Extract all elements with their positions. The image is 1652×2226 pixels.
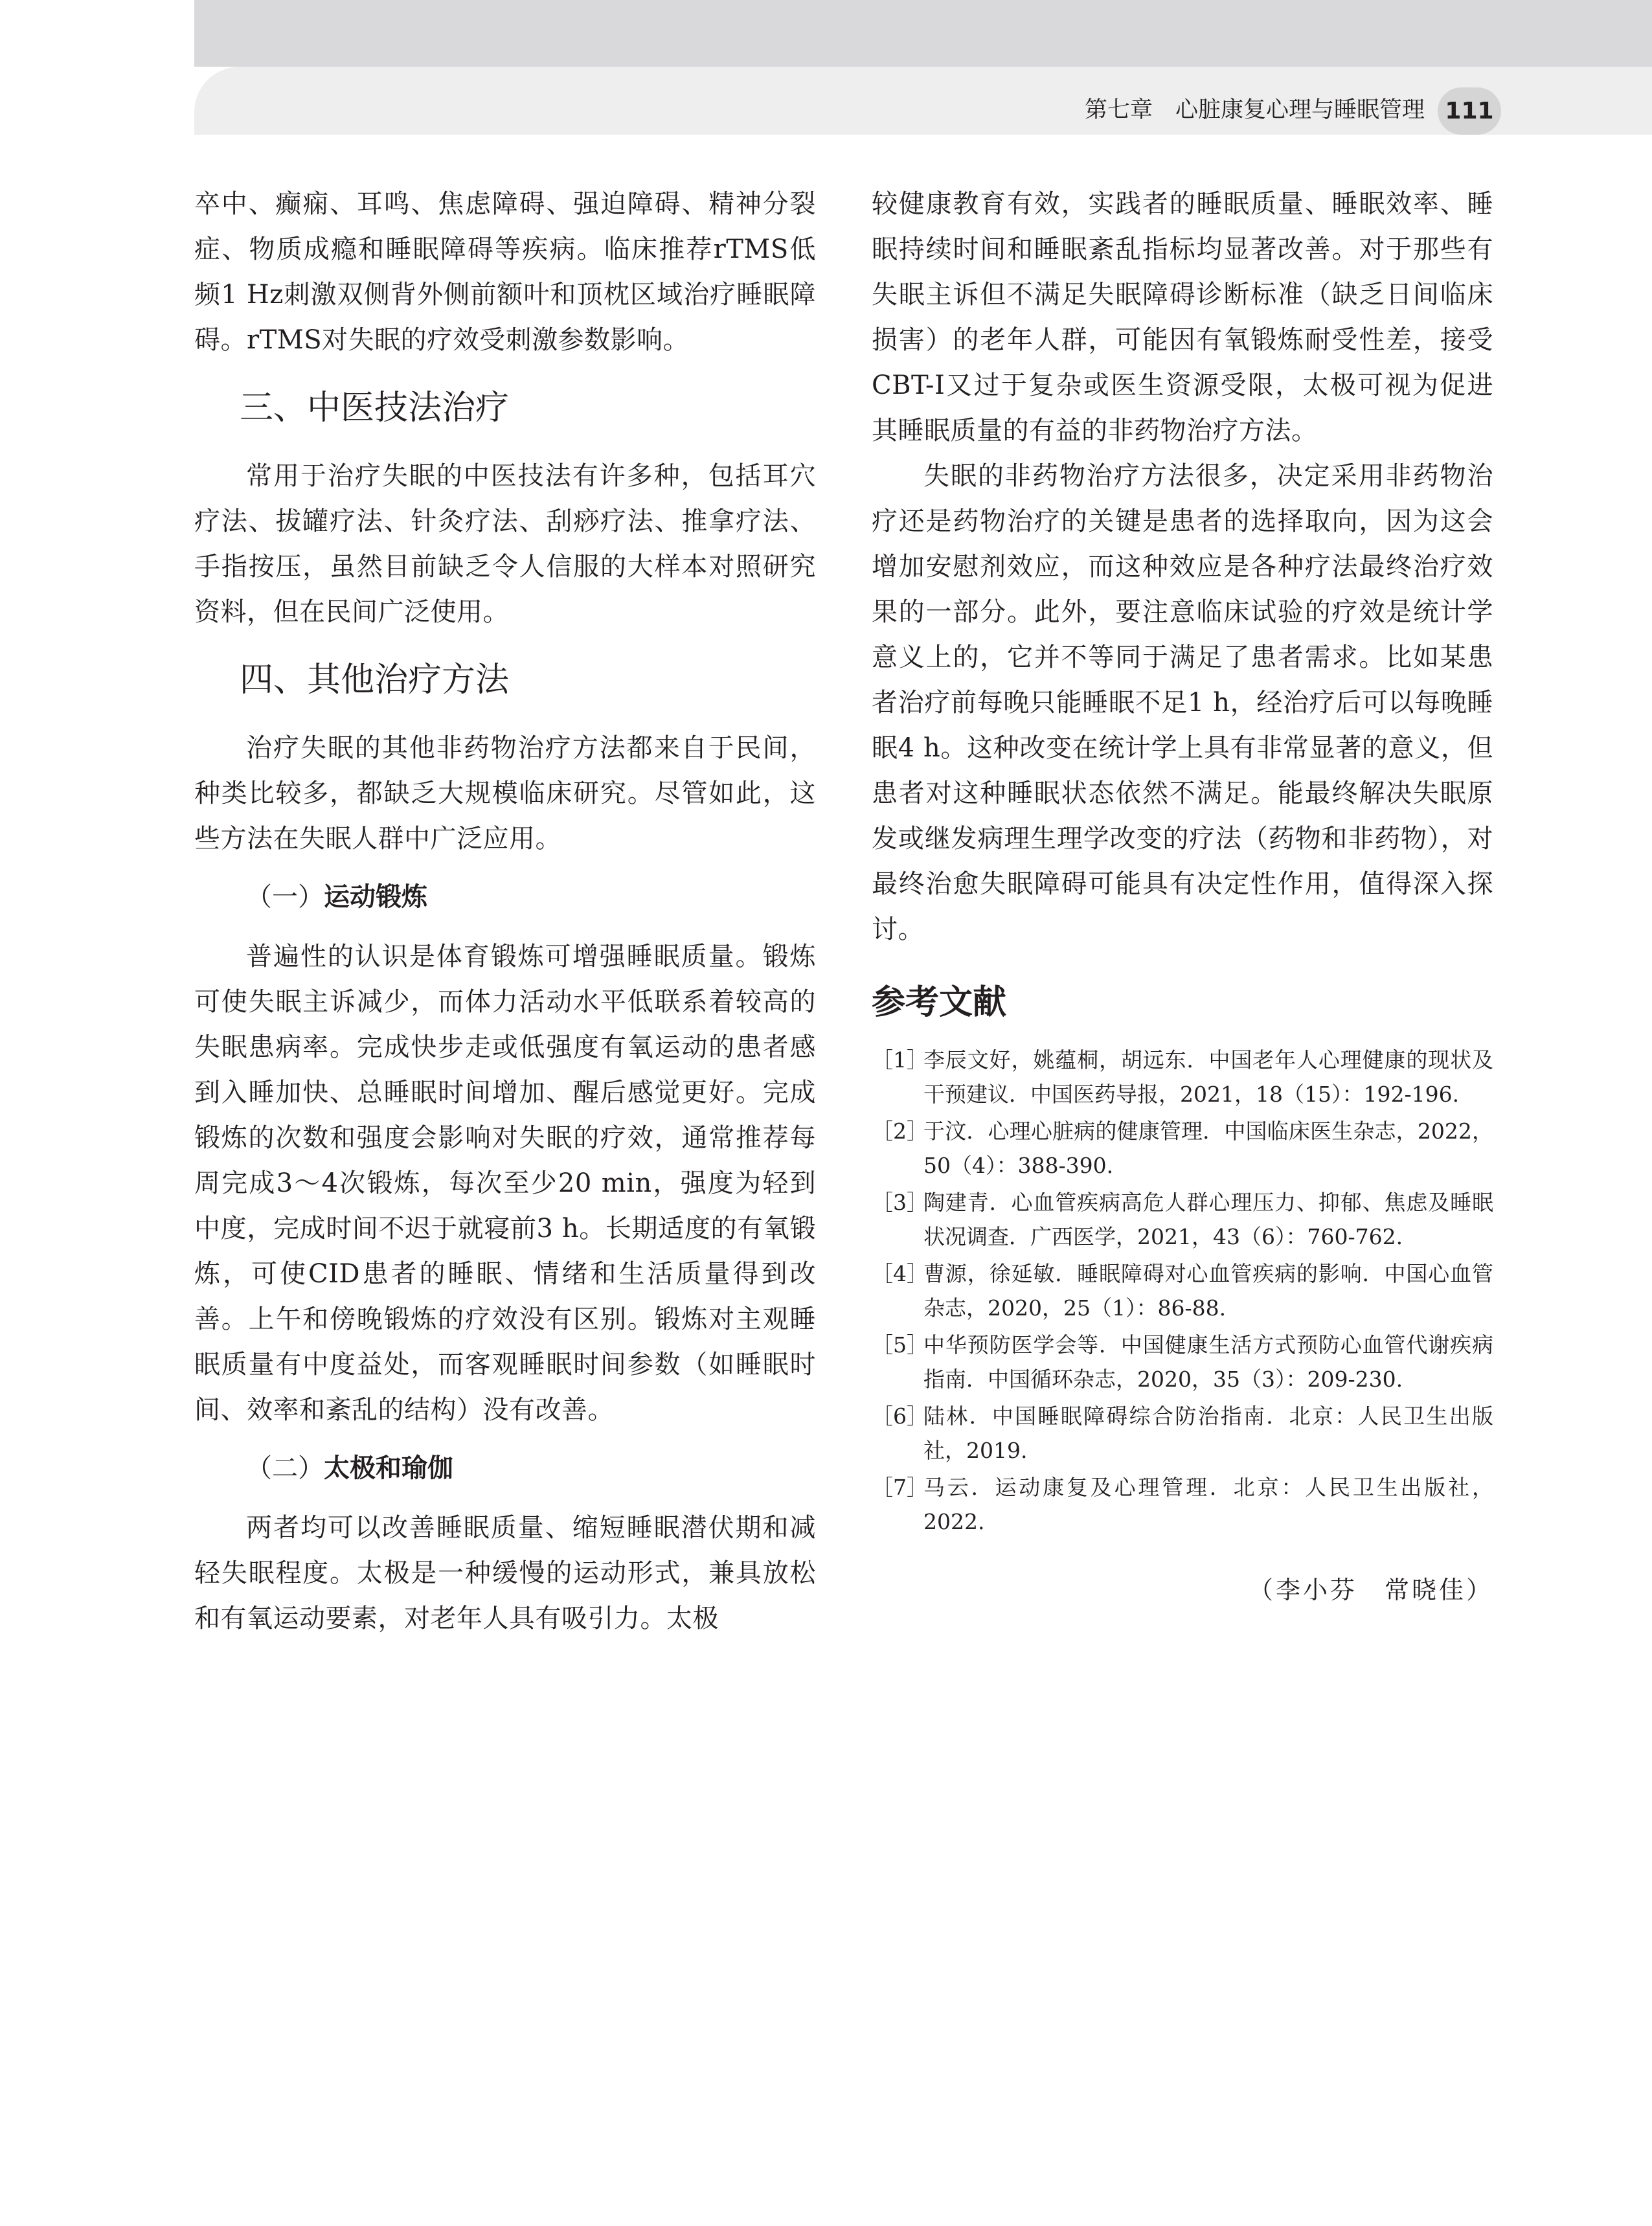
chapter-authors: （李小芬 常晓佳）	[1248, 1576, 1493, 1604]
reference-text: 马云．运动康复及心理管理．北京：人民卫生出版社，2022.	[923, 1475, 1493, 1534]
section-4-heading: 四、其他治疗方法	[240, 661, 510, 699]
subsection-2-paragraph: 两者均可以改善睡眠质量、缩短睡眠潜伏期和减轻失眠程度。太极是一种缓慢的运动形式，兼具放松和有氧运动要素，对老年人具有吸引力。太极	[194, 1513, 816, 1633]
subsection-1-heading	[246, 874, 816, 920]
right-column	[872, 181, 1493, 1606]
reference-text: 陶建青．心血管疾病高危人群心理压力、抑郁、焦虑及睡眠状况调查．广西医学，2021，43（6）：760-762.	[923, 1190, 1493, 1249]
reference-item	[872, 1470, 1493, 1539]
reference-number: ［1］	[872, 1047, 928, 1073]
reference-item	[872, 1256, 1493, 1325]
closing-paragraph: 失眠的非药物治疗方法很多，决定采用非药物治疗还是药物治疗的关键是患者的选择取向，因为这会增加安慰剂效应，而这种效应是各种疗法最终治疗效果的一部分。此外，要注意临床试验的疗效是统计学意义上的，它并不等同于满足了患者需求。比如某患者治疗前每晚只能睡眠不足1 h，经治疗后可以每晚睡眠4 h。这种改变在统计学上具有非常显著的意义，但患者对这种睡眠状态依然不满足。能最终解决失眠原发或继发病理生理学改变的疗法（药物和非药物），对最终治愈失眠障碍可能具有决定性作用，值得深入探讨。	[872, 461, 1493, 944]
subsection-2-number: （二）	[246, 1453, 324, 1483]
section-3-paragraph: 常用于治疗失眠的中医技法有许多种，包括耳穴疗法、拔罐疗法、针灸疗法、刮痧疗法、推拿疗法、手指按压，虽然目前缺乏令人信服的大样本对照研究资料，但在民间广泛使用。	[194, 461, 816, 627]
reference-text: 李辰文好，姚蕴桐，胡远东．中国老年人心理健康的现状及干预建议．中国医药导报，2021，18（15）：192-196.	[923, 1047, 1493, 1107]
continued-paragraph: 较健康教育有效，实践者的睡眠质量、睡眠效率、睡眠持续时间和睡眠紊乱指标均显著改善。对于那些有失眠主诉但不满足失眠障碍诊断标准（缺乏日间临床损害）的老年人群，可能因有氧锻炼耐受性差，接受CBT-I又过于复杂或医生资源受限，太极可视为促进其睡眠质量的有益的非药物治疗方法。	[872, 189, 1493, 446]
reference-item	[872, 1328, 1493, 1396]
header-strip	[194, 67, 1652, 135]
reference-list	[872, 1043, 1493, 1539]
reference-text: 中华预防医学会等．中国健康生活方式预防心血管代谢疾病指南．中国循环杂志，2020，35（3）：209-230.	[923, 1332, 1493, 1392]
reference-text: 陆林．中国睡眠障碍综合防治指南．北京：人民卫生出版社，2019.	[923, 1403, 1493, 1463]
subsection-1-title: 运动锻炼	[324, 882, 427, 912]
reference-text: 曹源，徐延敏．睡眠障碍对心血管疾病的影响．中国心血管杂志，2020，25（1）：86-88.	[923, 1261, 1493, 1321]
reference-number: ［2］	[872, 1119, 928, 1144]
intro-paragraph: 卒中、癫痫、耳鸣、焦虑障碍、强迫障碍、精神分裂症、物质成瘾和睡眠障碍等疾病。临床推荐rTMS低频1 Hz刺激双侧背外侧前额叶和顶枕区域治疗睡眠障碍。rTMS对失眠的疗效受刺激参数影响。	[194, 189, 816, 355]
left-column	[194, 181, 816, 1641]
header-band	[194, 0, 1652, 67]
page-number: 111	[1438, 87, 1501, 135]
reference-number: ［5］	[872, 1332, 928, 1357]
reference-number: ［3］	[872, 1190, 928, 1215]
running-title: 第七章 心脏康复心理与睡眠管理	[1084, 97, 1425, 123]
reference-item	[872, 1043, 1493, 1111]
reference-text: 于汶．心理心脏病的健康管理．中国临床医生杂志，2022，50（4）：388-390.	[923, 1119, 1493, 1178]
reference-item	[872, 1185, 1493, 1254]
section-3-heading: 三、中医技法治疗	[240, 389, 510, 427]
reference-number: ［6］	[872, 1403, 928, 1429]
subsection-2-title: 太极和瑜伽	[324, 1453, 453, 1483]
subsection-1-paragraph: 普遍性的认识是体育锻炼可增强睡眠质量。锻炼可使失眠主诉减少，而体力活动水平低联系着较高的失眠患病率。完成快步走或低强度有氧运动的患者感到入睡加快、总睡眠时间增加、醒后感觉更好。完成锻炼的次数和强度会影响对失眠的疗效，通常推荐每周完成3～4次锻炼，每次至少20 min，强度为轻到中度，完成时间不迟于就寝前3 h。长期适度的有氧锻炼，可使CID患者的睡眠、情绪和生活质量得到改善。上午和傍晚锻炼的疗效没有区别。锻炼对主观睡眠质量有中度益处，而客观睡眠时间参数（如睡眠时间、效率和紊乱的结构）没有改善。	[194, 942, 816, 1425]
reference-number: ［4］	[872, 1261, 928, 1286]
reference-item	[872, 1114, 1493, 1183]
reference-number: ［7］	[872, 1475, 928, 1500]
references-heading: 参考文献	[872, 983, 1007, 1022]
section-4-paragraph: 治疗失眠的其他非药物治疗方法都来自于民间，种类比较多，都缺乏大规模临床研究。尽管如此，这些方法在失眠人群中广泛应用。	[194, 733, 816, 854]
subsection-2-heading	[246, 1446, 816, 1491]
reference-item	[872, 1399, 1493, 1468]
subsection-1-number: （一）	[246, 882, 324, 912]
